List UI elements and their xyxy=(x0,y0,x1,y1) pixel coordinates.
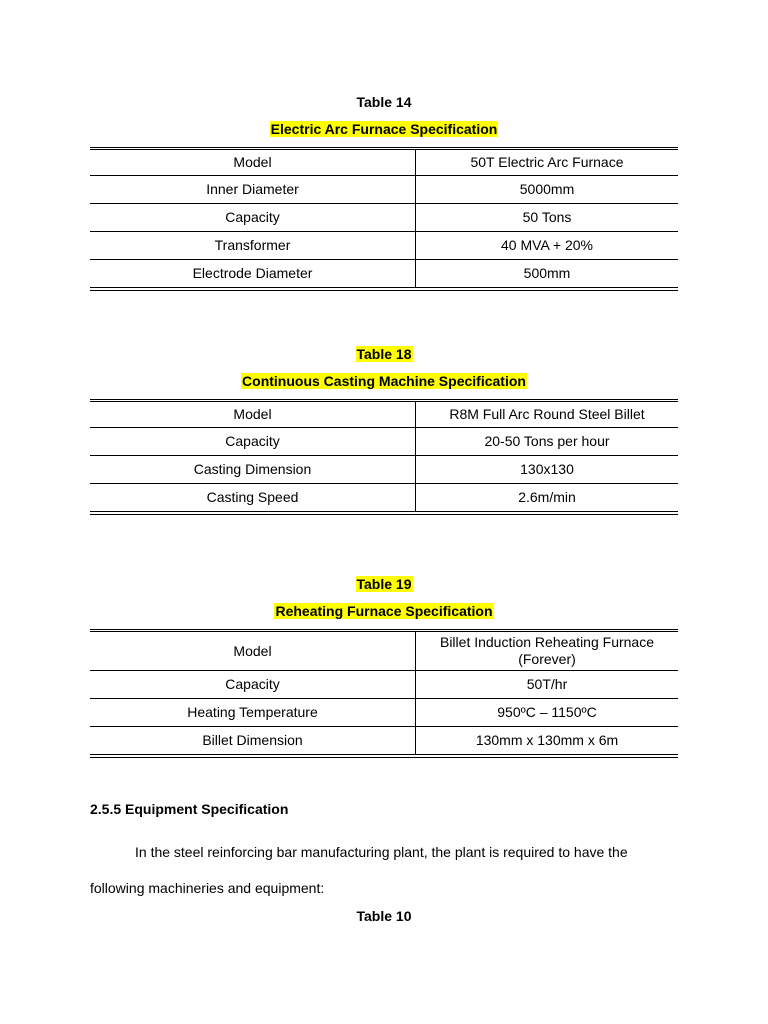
table-18-title xyxy=(0,372,768,390)
table-19-label-text: Table 19 xyxy=(356,576,412,592)
table-row xyxy=(90,671,678,699)
table-cell-value: 130x130 xyxy=(416,456,679,484)
table-cell-value: R8M Full Arc Round Steel Billet xyxy=(416,401,679,428)
table-cell-value: Billet Induction Reheating Furnace (Forever) xyxy=(416,631,679,671)
continuous-casting-machine-table xyxy=(90,399,678,515)
table-cell-label: Capacity xyxy=(90,204,416,232)
table-19-label xyxy=(0,575,768,593)
table-cell-label: Capacity xyxy=(90,428,416,456)
table-18-label-text: Table 18 xyxy=(356,346,412,362)
table-cell-value: 500mm xyxy=(523,265,571,281)
table-cell-label: Capacity xyxy=(90,671,416,699)
table-row xyxy=(90,260,678,290)
section-paragraph: In the steel reinforcing bar manufacturing plant, the plant is required to have the following machineries and equipment: xyxy=(90,844,628,896)
table-row xyxy=(90,428,678,456)
table-cell-label: Transformer xyxy=(90,232,416,260)
table-18-title-text: Continuous Casting Machine Specification xyxy=(242,373,526,389)
reheating-furnace-table xyxy=(90,629,678,758)
table-cell-label: Heating Temperature xyxy=(90,699,416,727)
section-heading: 2.5.5 Equipment Specification xyxy=(90,801,289,817)
table-row xyxy=(90,699,678,727)
table-10-label xyxy=(0,907,768,925)
table-14-label-text: Table 14 xyxy=(356,94,412,110)
table-row xyxy=(90,232,678,260)
table-14-title xyxy=(0,120,768,138)
table-19-title-text: Reheating Furnace Specification xyxy=(275,603,493,619)
table-row xyxy=(90,204,678,232)
table-cell-value: 5000mm xyxy=(416,176,679,204)
table-row xyxy=(90,727,678,757)
table-cell-label: Model xyxy=(90,631,416,671)
table-row xyxy=(90,401,678,428)
table-cell-label: Casting Dimension xyxy=(90,456,416,484)
table-10-label-text: Table 10 xyxy=(356,908,412,924)
table-row xyxy=(90,149,678,176)
table-cell-value: 50T/hr xyxy=(416,671,679,699)
electric-arc-furnace-table xyxy=(90,147,678,291)
table-cell-label: Billet Dimension xyxy=(90,727,416,757)
table-14-label xyxy=(0,93,768,111)
table-cell-value: 130mm x 130mm x 6m xyxy=(475,732,619,748)
table-cell-value: 2.6m/min xyxy=(518,489,576,505)
table-14-title-text: Electric Arc Furnace Specification xyxy=(270,121,498,137)
table-row xyxy=(90,631,678,671)
table-cell-label: Inner Diameter xyxy=(90,176,416,204)
table-cell-label: Casting Speed xyxy=(90,484,416,514)
table-cell-value: 950ºC – 1150ºC xyxy=(416,699,679,727)
table-19-title xyxy=(0,602,768,620)
table-cell-label: Model xyxy=(90,149,416,176)
table-row xyxy=(90,456,678,484)
table-cell-value: 40 MVA + 20% xyxy=(416,232,679,260)
table-row xyxy=(90,484,678,514)
table-row xyxy=(90,176,678,204)
table-cell-label: Model xyxy=(90,401,416,428)
table-cell-value: 50 Tons xyxy=(416,204,679,232)
table-cell-value: 50T Electric Arc Furnace xyxy=(416,149,679,176)
table-cell-label: Electrode Diameter xyxy=(90,260,416,290)
table-cell-value: 20-50 Tons per hour xyxy=(416,428,679,456)
table-18-label xyxy=(0,345,768,363)
